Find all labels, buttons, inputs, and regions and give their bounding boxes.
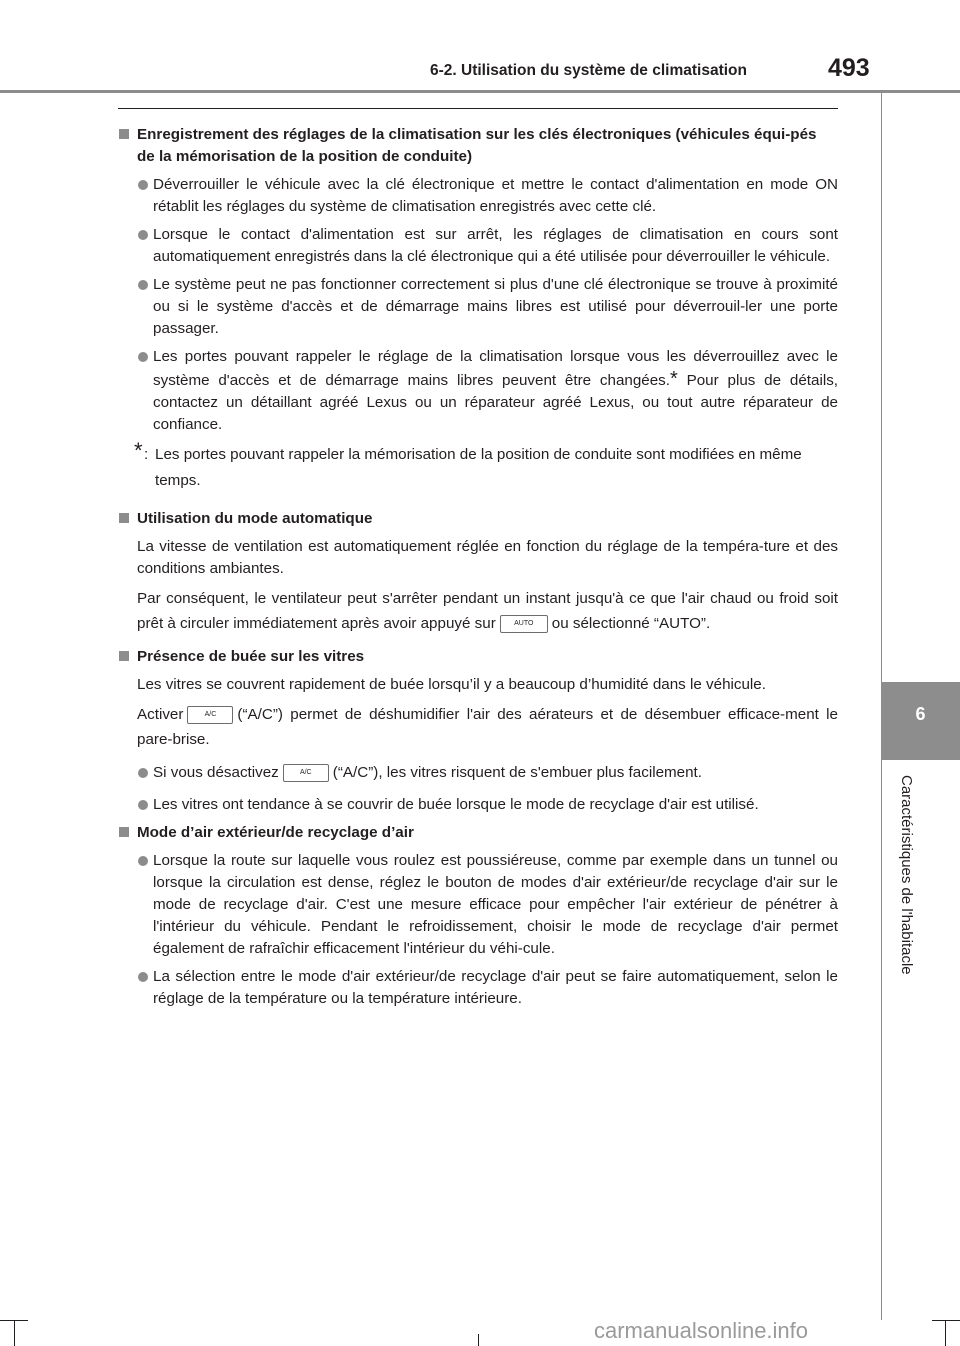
footnote-colon: : <box>144 446 149 463</box>
chapter-label: Caractéristiques de l'habitacle <box>898 775 915 975</box>
crop-mark <box>478 1334 479 1346</box>
square-bullet-icon <box>119 651 129 661</box>
chapter-number: 6 <box>915 704 926 724</box>
bullet-item: Si vous désactivez A/C (“A/C”), les vitres risquent de s'embuer plus facilement. <box>118 762 838 784</box>
bullet-item: Lorsque la route sur laquelle vous roulez est poussiéreuse, comme par exemple dans un tunnel ou lorsque la circulation est dense, réglez le bouton de modes d'air extérieur/de recyclage d'air sur le mode de recyclage d'air. C'est une mesure efficace pour empêcher l'air extérieur de pénétrer à l'intérieur du véhicule. Pendant le refroidissement, choisir le mode de recyclage d'air permet également de rafraîchir efficacement l'intérieur du véhi-cule. <box>118 850 838 960</box>
section-heading: Enregistrement des réglages de la climatisation sur les clés électroniques (véhicules équi-pés de la mémorisation de la position de conduite) <box>118 124 838 168</box>
section-heading: Utilisation du mode automatique <box>118 508 838 530</box>
ac-button-icon: A/C <box>187 706 233 724</box>
square-bullet-icon <box>119 827 129 837</box>
circle-bullet-icon <box>138 230 148 240</box>
circle-bullet-icon <box>138 800 148 810</box>
page-header-title: 6-2. Utilisation du système de climatisation <box>430 62 747 79</box>
paragraph: Par conséquent, le ventilateur peut s'arrêter pendant un instant jusqu'à ce que l'air chaud ou froid soit prêt à circuler immédiatement après avoir appuyé sur AUTO ou sélectionné “AUTO”. <box>137 590 838 632</box>
header-rule <box>0 90 960 93</box>
page-number: 493 <box>828 54 870 82</box>
side-line-bottom <box>881 760 882 1320</box>
circle-bullet-icon <box>138 280 148 290</box>
content-top-rule <box>118 108 838 109</box>
crop-mark <box>14 1320 15 1346</box>
page-content <box>118 124 838 1010</box>
crop-mark <box>945 1320 946 1346</box>
ac-button-icon: A/C <box>283 764 329 782</box>
bullet-item: Le système peut ne pas fonctionner correctement si plus d'une clé électronique se trouve à proximité ou si le système d'accès et de démarrage mains libres est utilisé pour déverrouil-ler une porte passager. <box>118 274 838 340</box>
crop-mark <box>932 1320 960 1321</box>
footnote: * : Les portes pouvant rappeler la mémorisation de la position de conduite sont modifiées en même temps. <box>134 438 802 489</box>
footnote-reference: * <box>670 368 678 390</box>
footnote-mark: * <box>134 438 143 463</box>
square-bullet-icon <box>119 129 129 139</box>
bullet-item: Les portes pouvant rappeler le réglage de la climatisation lorsque vous les déverrouillez avec le système d'accès et de démarrage mains libres peuvent être changées.* Pour plus de détails, contactez un détaillant agréé Lexus ou un réparateur agréé Lexus, ou tout autre réparateur de confiance. <box>118 346 838 436</box>
auto-button-icon: AUTO <box>500 615 548 633</box>
watermark-text: carmanualsonline.info <box>594 1318 809 1343</box>
circle-bullet-icon <box>138 856 148 866</box>
paragraph: La vitesse de ventilation est automatiquement réglée en fonction du réglage de la tempéra-ture et des conditions ambiantes. <box>137 538 838 577</box>
circle-bullet-icon <box>138 972 148 982</box>
bullet-item: Lorsque le contact d'alimentation est sur arrêt, les réglages de climatisation en cours sont automatiquement enregistrés dans la clé électronique qui a été utilisée pour déverrouiller le véhicule. <box>118 224 838 268</box>
paragraph: Activer A/C (“A/C”) permet de déshumidifier l'air des aérateurs et de désembuer efficace-ment le pare-brise. <box>137 706 838 748</box>
section-heading: Mode d’air extérieur/de recyclage d’air <box>118 822 838 844</box>
circle-bullet-icon <box>138 352 148 362</box>
chapter-tab <box>881 682 960 760</box>
bullet-item: Déverrouiller le véhicule avec la clé électronique et mettre le contact d'alimentation en mode ON rétablit les réglages du système de climatisation enregistrés avec cette clé. <box>118 174 838 218</box>
paragraph: Les vitres se couvrent rapidement de buée lorsqu’il y a beaucoup d’humidité dans le véhicule. <box>137 676 766 693</box>
square-bullet-icon <box>119 513 129 523</box>
bullet-item: La sélection entre le mode d'air extérieur/de recyclage d'air peut se faire automatiquement, selon le réglage de la température ou la température intérieure. <box>118 966 838 1010</box>
circle-bullet-icon <box>138 768 148 778</box>
side-line-top <box>881 93 882 683</box>
circle-bullet-icon <box>138 180 148 190</box>
section-heading: Présence de buée sur les vitres <box>118 646 838 668</box>
bullet-item: Les vitres ont tendance à se couvrir de buée lorsque le mode de recyclage d'air est utilisé. <box>118 794 838 816</box>
